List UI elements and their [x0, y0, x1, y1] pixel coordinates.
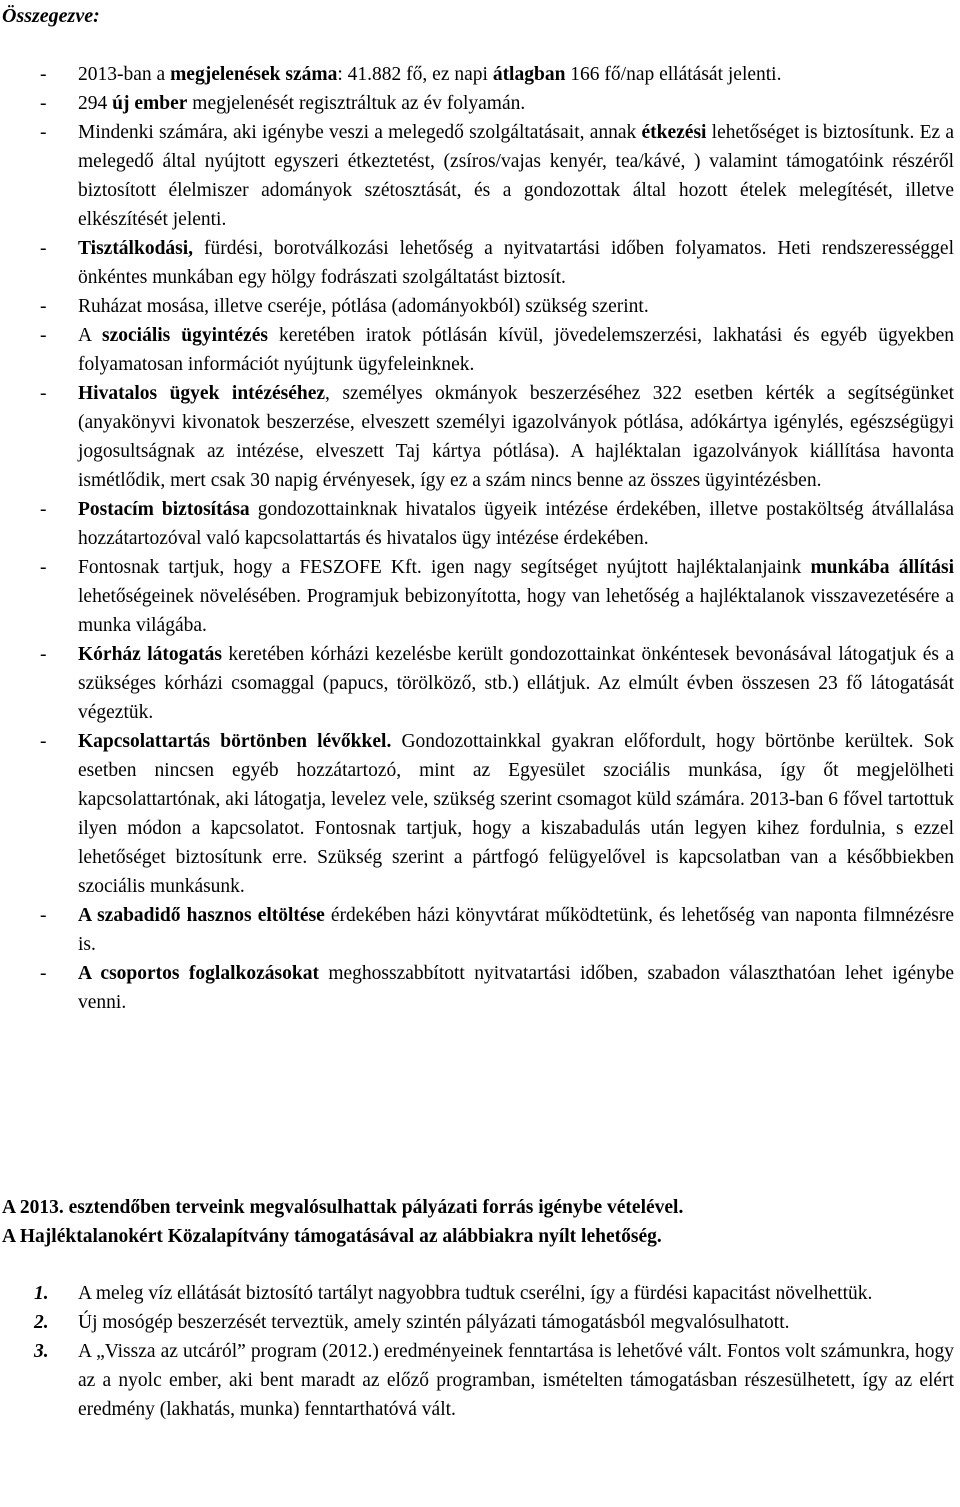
numbered-item [34, 1337, 954, 1424]
text-run: , személyes okmányok beszerzéséhez 322 esetben kérték a segítségünket (anyakönyvi kivonatok beszerzése, elveszett személyi igazolványok pótlása, adókártya igénylés, egészségügyi jogosultságnak az intézése, elveszett Taj kártya pótlása). A hajléktalan igazolványok kiállítása havonta ismétlődik, mert csak 30 napig érvényesek, így ez a szám nincs benne az összes ügyintézésben. [78, 383, 954, 491]
item-number: 1. [34, 1283, 49, 1304]
text-run: érdekében házi könyvtárat működtetünk, és lehetőség van naponta filmnézésre is. [78, 905, 954, 955]
bold-text: átlagban [492, 64, 566, 85]
bullet-item [40, 60, 954, 89]
bullet-item [40, 495, 954, 553]
text-run: keretében iratok pótlásán kívül, jövedelemszerzési, lakhatási és egyéb ügyekben folyamatosan információt nyújtunk ügyfeleinknek. [78, 325, 955, 375]
bold-text: új ember [112, 93, 188, 114]
numbered-item [34, 1279, 954, 1308]
text-run: meghosszabbított nyitvatartási időben, szabadon választhatóan lehet igénybe venni. [78, 963, 954, 1013]
bullet-item [40, 959, 954, 1017]
bold-text: Postacím biztosítása [78, 499, 250, 520]
bold-text: A szabadidő hasznos eltöltése [78, 905, 325, 926]
bold-text: Tisztálkodási, [78, 238, 194, 259]
bold-text: étkezési [641, 122, 707, 143]
bullet-item [40, 118, 954, 234]
summary-line-2: A Hajléktalanokért Közalapítvány támogatásával az alábbiakra nyílt lehetőség. [2, 1226, 662, 1247]
item-number: 3. [34, 1341, 49, 1362]
bold-text: Kórház látogatás [78, 644, 222, 665]
bullet-item [40, 234, 954, 292]
text-run: lehetőséget is biztosítunk. Ez a melegedő által nyújtott egyszeri étkeztetést, (zsíros/vajas kenyér, tea/kávé, ) valamint támogatóink részéről biztosított élelmiszer adományok szétosztását, és a gondozottak által hozott ételek melegítését, illetve elkészítését jelenti. [78, 122, 955, 230]
text-run: A [78, 325, 103, 346]
text-run: fürdési, borotválkozási lehetőség a nyitvatartási időben folyamatos. Heti rendszerességgel önkéntes munkában egy hölgy fodrászati szolgáltatást biztosít. [78, 238, 954, 288]
section-heading: Összegezve: [2, 5, 100, 27]
text-run: Gondozottainkkal gyakran előfordult, hogy börtönbe kerültek. Sok esetben nincsen egyéb hozzátartozó, mint az Egyesület szociális munkása, így őt megjelölheti kapcsolattartónak, aki látogatja, levelez vele, szükség szerint csomagot küld számára. 2013-ban 6 fővel tartottuk ilyen módon a kapcsolatot. Fontosnak tartjuk, hogy a kiszabadulás után legyen kihez fordulnia, s ezzel lehetőséget biztosítunk erre. Szükség szerint a pártfogó felügyelővel is kapcsolatban van a későbbiekben szociális munkásunk. [78, 731, 955, 897]
text-run: Mindenki számára, aki igénybe veszi a melegedő szolgáltatásait, annak [78, 122, 642, 143]
bullet-item [40, 901, 954, 959]
text-run: Ruházat mosása, illetve cseréje, pótlása (adományokból) szükség szerint. [78, 296, 649, 317]
text-run: megjelenését regisztráltuk az év folyamán. [187, 93, 526, 114]
text-run: Fontosnak tartjuk, hogy a FESZOFE Kft. igen nagy segítséget nyújtott hajléktalanjaink [78, 557, 811, 578]
text-run: 2013-ban a [78, 64, 171, 85]
bold-text: szociális ügyintézés [102, 325, 268, 346]
numbered-item [34, 1308, 954, 1337]
text-run: gondozottainknak hivatalos ügyeik intézése érdekében, illetve postaköltség átvállalása hozzátartozóval való kapcsolattartás és hivatalos ügy intézése érdekében. [78, 499, 955, 549]
bullet-item [40, 553, 954, 640]
bullet-item [40, 379, 954, 495]
bold-text: Hivatalos ügyek intézéséhez [78, 383, 326, 404]
text-run: 166 fő/nap ellátását jelenti. [565, 64, 782, 85]
bold-text: megjelenések száma [170, 64, 338, 85]
bold-text: munkába állítási [810, 557, 954, 578]
summary-paragraph [2, 1193, 954, 1251]
summary-line-1: A 2013. esztendőben terveink megvalósulhattak pályázati forrás igénybe vételével. [2, 1197, 684, 1218]
bullet-item [40, 89, 954, 118]
text-run: 294 [78, 93, 113, 114]
item-text: Új mosógép beszerzését terveztük, amely szintén pályázati támogatásból megvalósulhatott. [78, 1312, 790, 1333]
bullet-item [40, 727, 954, 901]
summary-bullet-list [40, 60, 954, 1017]
numbered-list [34, 1279, 954, 1424]
item-text: A meleg víz ellátását biztosító tartályt nagyobbra tudtuk cserélni, így a fürdési kapacitást növelhettük. [78, 1283, 873, 1304]
bullet-item [40, 292, 954, 321]
item-text: A „Vissza az utcáról” program (2012.) eredményeinek fenntartása is lehetővé vált. Fontos volt számunkra, hogy az a nyolc ember, aki bent maradt az előző programban, ismételten támogatásban részesülhetett, így az elért eredmény (lakhatás, munka) fenntarthatóvá vált. [78, 1341, 954, 1420]
text-run: keretében kórházi kezelésbe került gondozottainkat önkéntesek bevonásával látogatjuk és a szükséges kórházi csomaggal (papucs, törölköző, stb.) ellátjuk. Az elmúlt évben összesen 23 fő látogatását végeztük. [78, 644, 954, 723]
bold-text: A csoportos foglalkozásokat [78, 963, 319, 984]
bold-text: Kapcsolattartás börtönben lévőkkel. [78, 731, 392, 752]
item-number: 2. [34, 1312, 49, 1333]
bullet-item [40, 640, 954, 727]
text-run: lehetőségeinek növelésében. Programjuk bebizonyította, hogy van lehetőség a hajléktalanok visszavezetésére a munka világába. [78, 586, 954, 636]
text-run: : 41.882 fő, ez napi [337, 64, 493, 85]
bullet-item [40, 321, 954, 379]
